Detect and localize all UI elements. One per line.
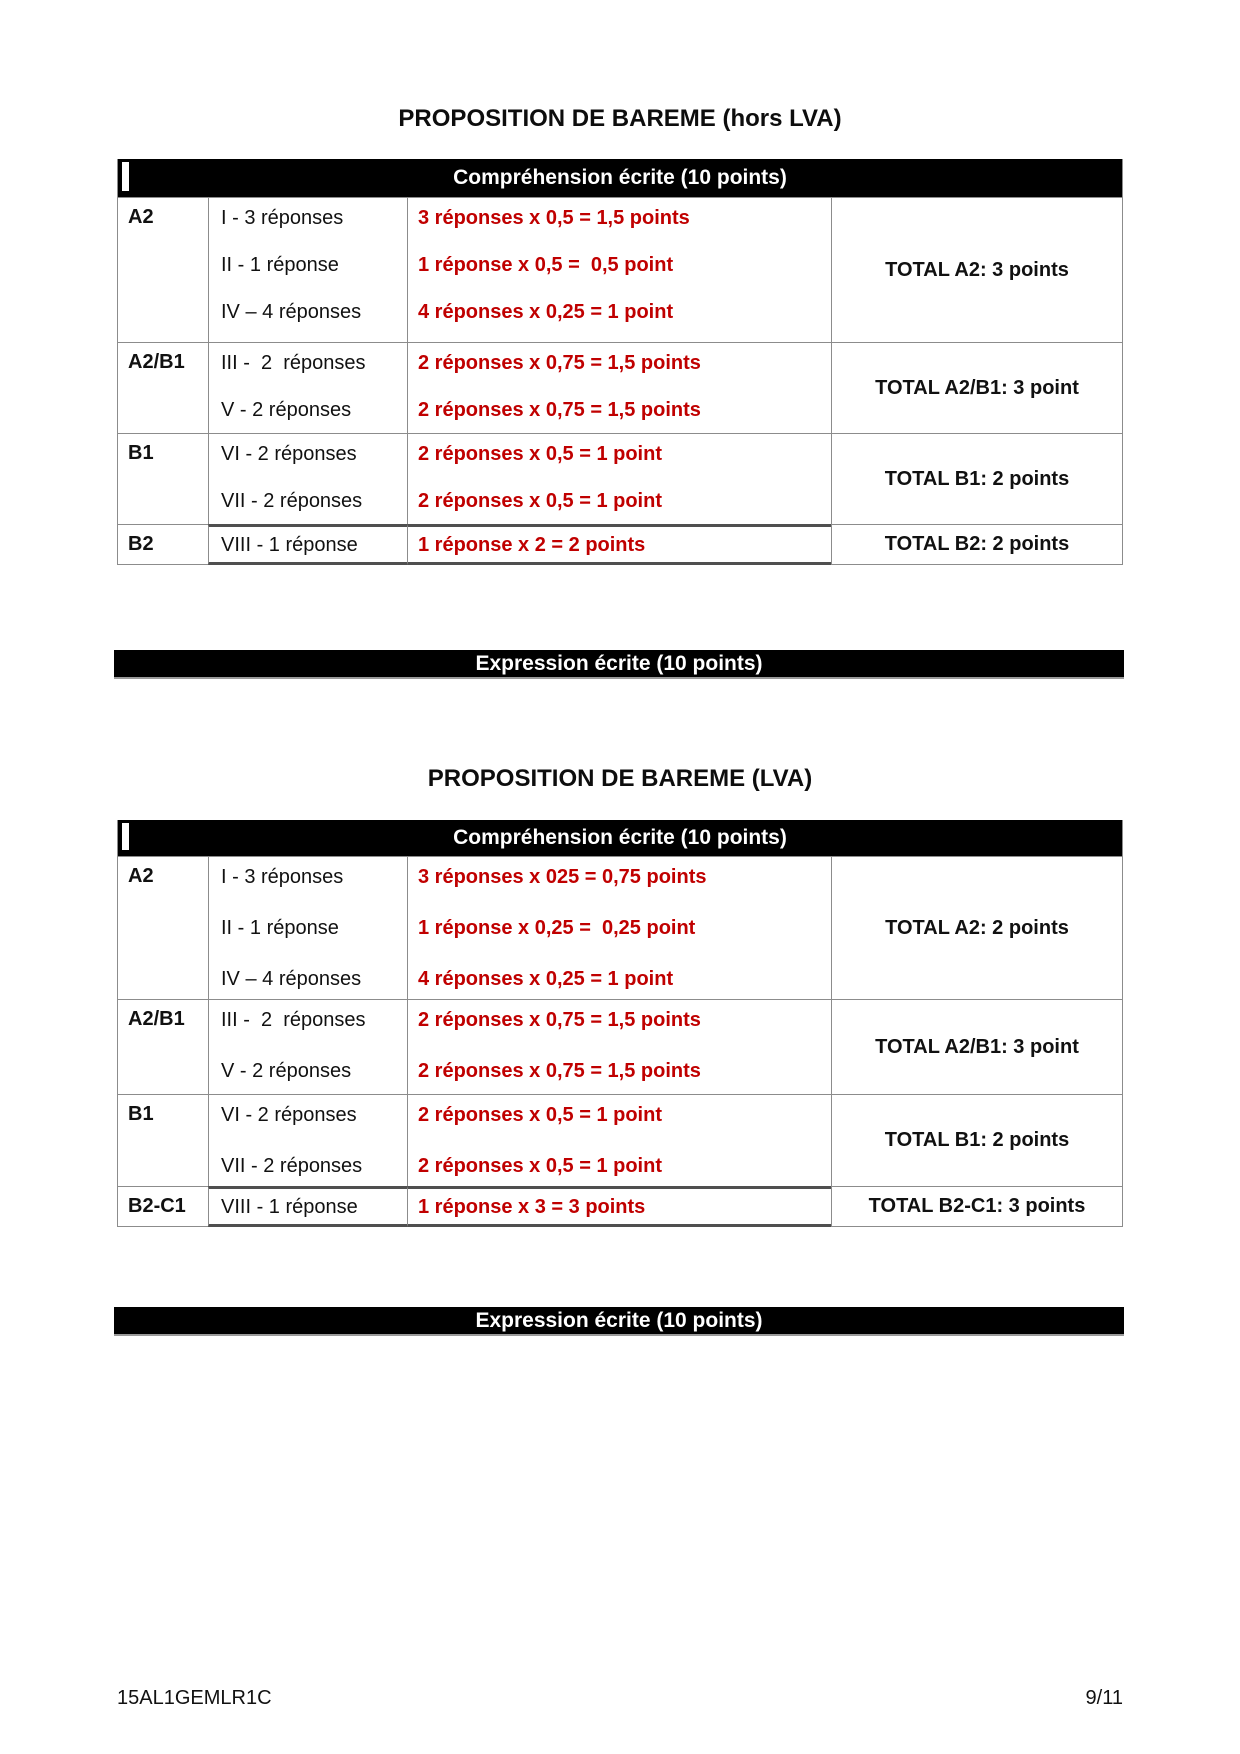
calc-cell [407, 1095, 831, 1186]
table-header-bar [118, 159, 1122, 197]
level-cell: B1 [128, 442, 154, 464]
response-line: II - 1 réponse [221, 254, 339, 276]
level-cell: B2 [118, 524, 208, 565]
section-title: PROPOSITION DE BAREME (LVA) [427, 765, 813, 792]
calc-line: 1 réponse x 0,5 = 0,5 point [418, 254, 674, 276]
calc-cell [407, 1000, 831, 1094]
table-row [118, 1186, 1122, 1227]
total-cell: TOTAL B2: 2 points [831, 524, 1122, 565]
response-line: IV – 4 réponses [221, 301, 362, 323]
responses-cell [208, 524, 407, 565]
calc-line: 2 réponses x 0,75 = 1,5 points [418, 352, 701, 374]
table-row [118, 433, 1122, 524]
response-line: VIII - 1 réponse [221, 1195, 358, 1218]
calc-line: 2 réponses x 0,75 = 1,5 points [418, 1009, 701, 1031]
calc-line: 3 réponses x 025 = 0,75 points [418, 866, 707, 888]
calc-line: 2 réponses x 0,5 = 1 point [418, 1155, 662, 1177]
calc-line: 4 réponses x 0,25 = 1 point [418, 301, 674, 323]
expression-ecrite-label: Expression écrite (10 points) [475, 651, 763, 675]
response-line: III - 2 réponses [221, 1009, 366, 1031]
responses-cell [208, 434, 407, 524]
level-cell: A2 [128, 865, 154, 887]
footer-document-code: 15AL1GEMLR1C [117, 1687, 272, 1709]
responses-cell [208, 1186, 407, 1227]
total-cell: TOTAL B1: 2 points [831, 1095, 1122, 1186]
response-line: III - 2 réponses [221, 352, 366, 374]
table-row [118, 197, 1122, 342]
section-title: PROPOSITION DE BAREME (hors LVA) [398, 105, 842, 132]
responses-cell [208, 1000, 407, 1094]
expression-ecrite-bar [114, 1307, 1124, 1336]
response-line: II - 1 réponse [221, 917, 339, 939]
calc-line: 2 réponses x 0,75 = 1,5 points [418, 1060, 701, 1082]
response-line: I - 3 réponses [221, 866, 344, 888]
calc-line: 2 réponses x 0,5 = 1 point [418, 1104, 662, 1126]
level-cell: A2 [128, 206, 154, 228]
calc-line: 4 réponses x 0,25 = 1 point [418, 968, 674, 990]
table-header-label: Compréhension écrite (10 points) [453, 166, 787, 189]
total-cell: TOTAL A2: 3 points [831, 198, 1122, 342]
calc-line: 2 réponses x 0,75 = 1,5 points [418, 399, 701, 421]
response-line: IV – 4 réponses [221, 968, 362, 990]
header-notch [122, 162, 129, 191]
bareme-table [117, 820, 1123, 1227]
total-cell: TOTAL B1: 2 points [831, 434, 1122, 524]
level-cell: B1 [128, 1103, 154, 1125]
responses-cell [208, 857, 407, 999]
expression-ecrite-bar [114, 650, 1124, 679]
responses-cell [208, 1095, 407, 1186]
response-line: VI - 2 réponses [221, 1104, 357, 1126]
response-line: V - 2 réponses [221, 1060, 352, 1082]
table-header-label: Compréhension écrite (10 points) [453, 826, 787, 849]
calc-line: 2 réponses x 0,5 = 1 point [418, 490, 662, 512]
calc-cell [407, 857, 831, 999]
calc-cell [407, 343, 831, 433]
level-cell: A2/B1 [128, 1008, 185, 1030]
calc-line: 1 réponse x 3 = 3 points [418, 1195, 646, 1218]
response-line: I - 3 réponses [221, 207, 344, 229]
header-notch [122, 823, 129, 850]
response-line: VII - 2 réponses [221, 490, 363, 512]
calc-cell [407, 524, 831, 565]
total-cell: TOTAL B2-C1: 3 points [831, 1186, 1122, 1227]
bareme-table [117, 159, 1123, 565]
total-cell: TOTAL A2/B1: 3 point [831, 343, 1122, 433]
response-line: V - 2 réponses [221, 399, 352, 421]
table-header-bar [118, 820, 1122, 856]
calc-cell [407, 434, 831, 524]
table-row [118, 342, 1122, 433]
expression-ecrite-label: Expression écrite (10 points) [475, 1308, 763, 1332]
response-line: VI - 2 réponses [221, 443, 357, 465]
response-line: VII - 2 réponses [221, 1155, 363, 1177]
calc-cell [407, 1186, 831, 1227]
level-cell: A2/B1 [128, 351, 185, 373]
calc-line: 3 réponses x 0,5 = 1,5 points [418, 207, 690, 229]
responses-cell [208, 198, 407, 342]
response-line: VIII - 1 réponse [221, 533, 358, 556]
table-row [118, 856, 1122, 999]
footer-page-number: 9/11 [1085, 1687, 1123, 1709]
table-row [118, 524, 1122, 565]
responses-cell [208, 343, 407, 433]
total-cell: TOTAL A2/B1: 3 point [831, 1000, 1122, 1094]
level-cell: B2-C1 [118, 1186, 208, 1227]
table-row [118, 1094, 1122, 1186]
total-cell: TOTAL A2: 2 points [831, 857, 1122, 999]
table-row [118, 999, 1122, 1094]
calc-line: 2 réponses x 0,5 = 1 point [418, 443, 662, 465]
calc-line: 1 réponse x 2 = 2 points [418, 533, 646, 556]
calc-line: 1 réponse x 0,25 = 0,25 point [418, 917, 696, 939]
calc-cell [407, 198, 831, 342]
